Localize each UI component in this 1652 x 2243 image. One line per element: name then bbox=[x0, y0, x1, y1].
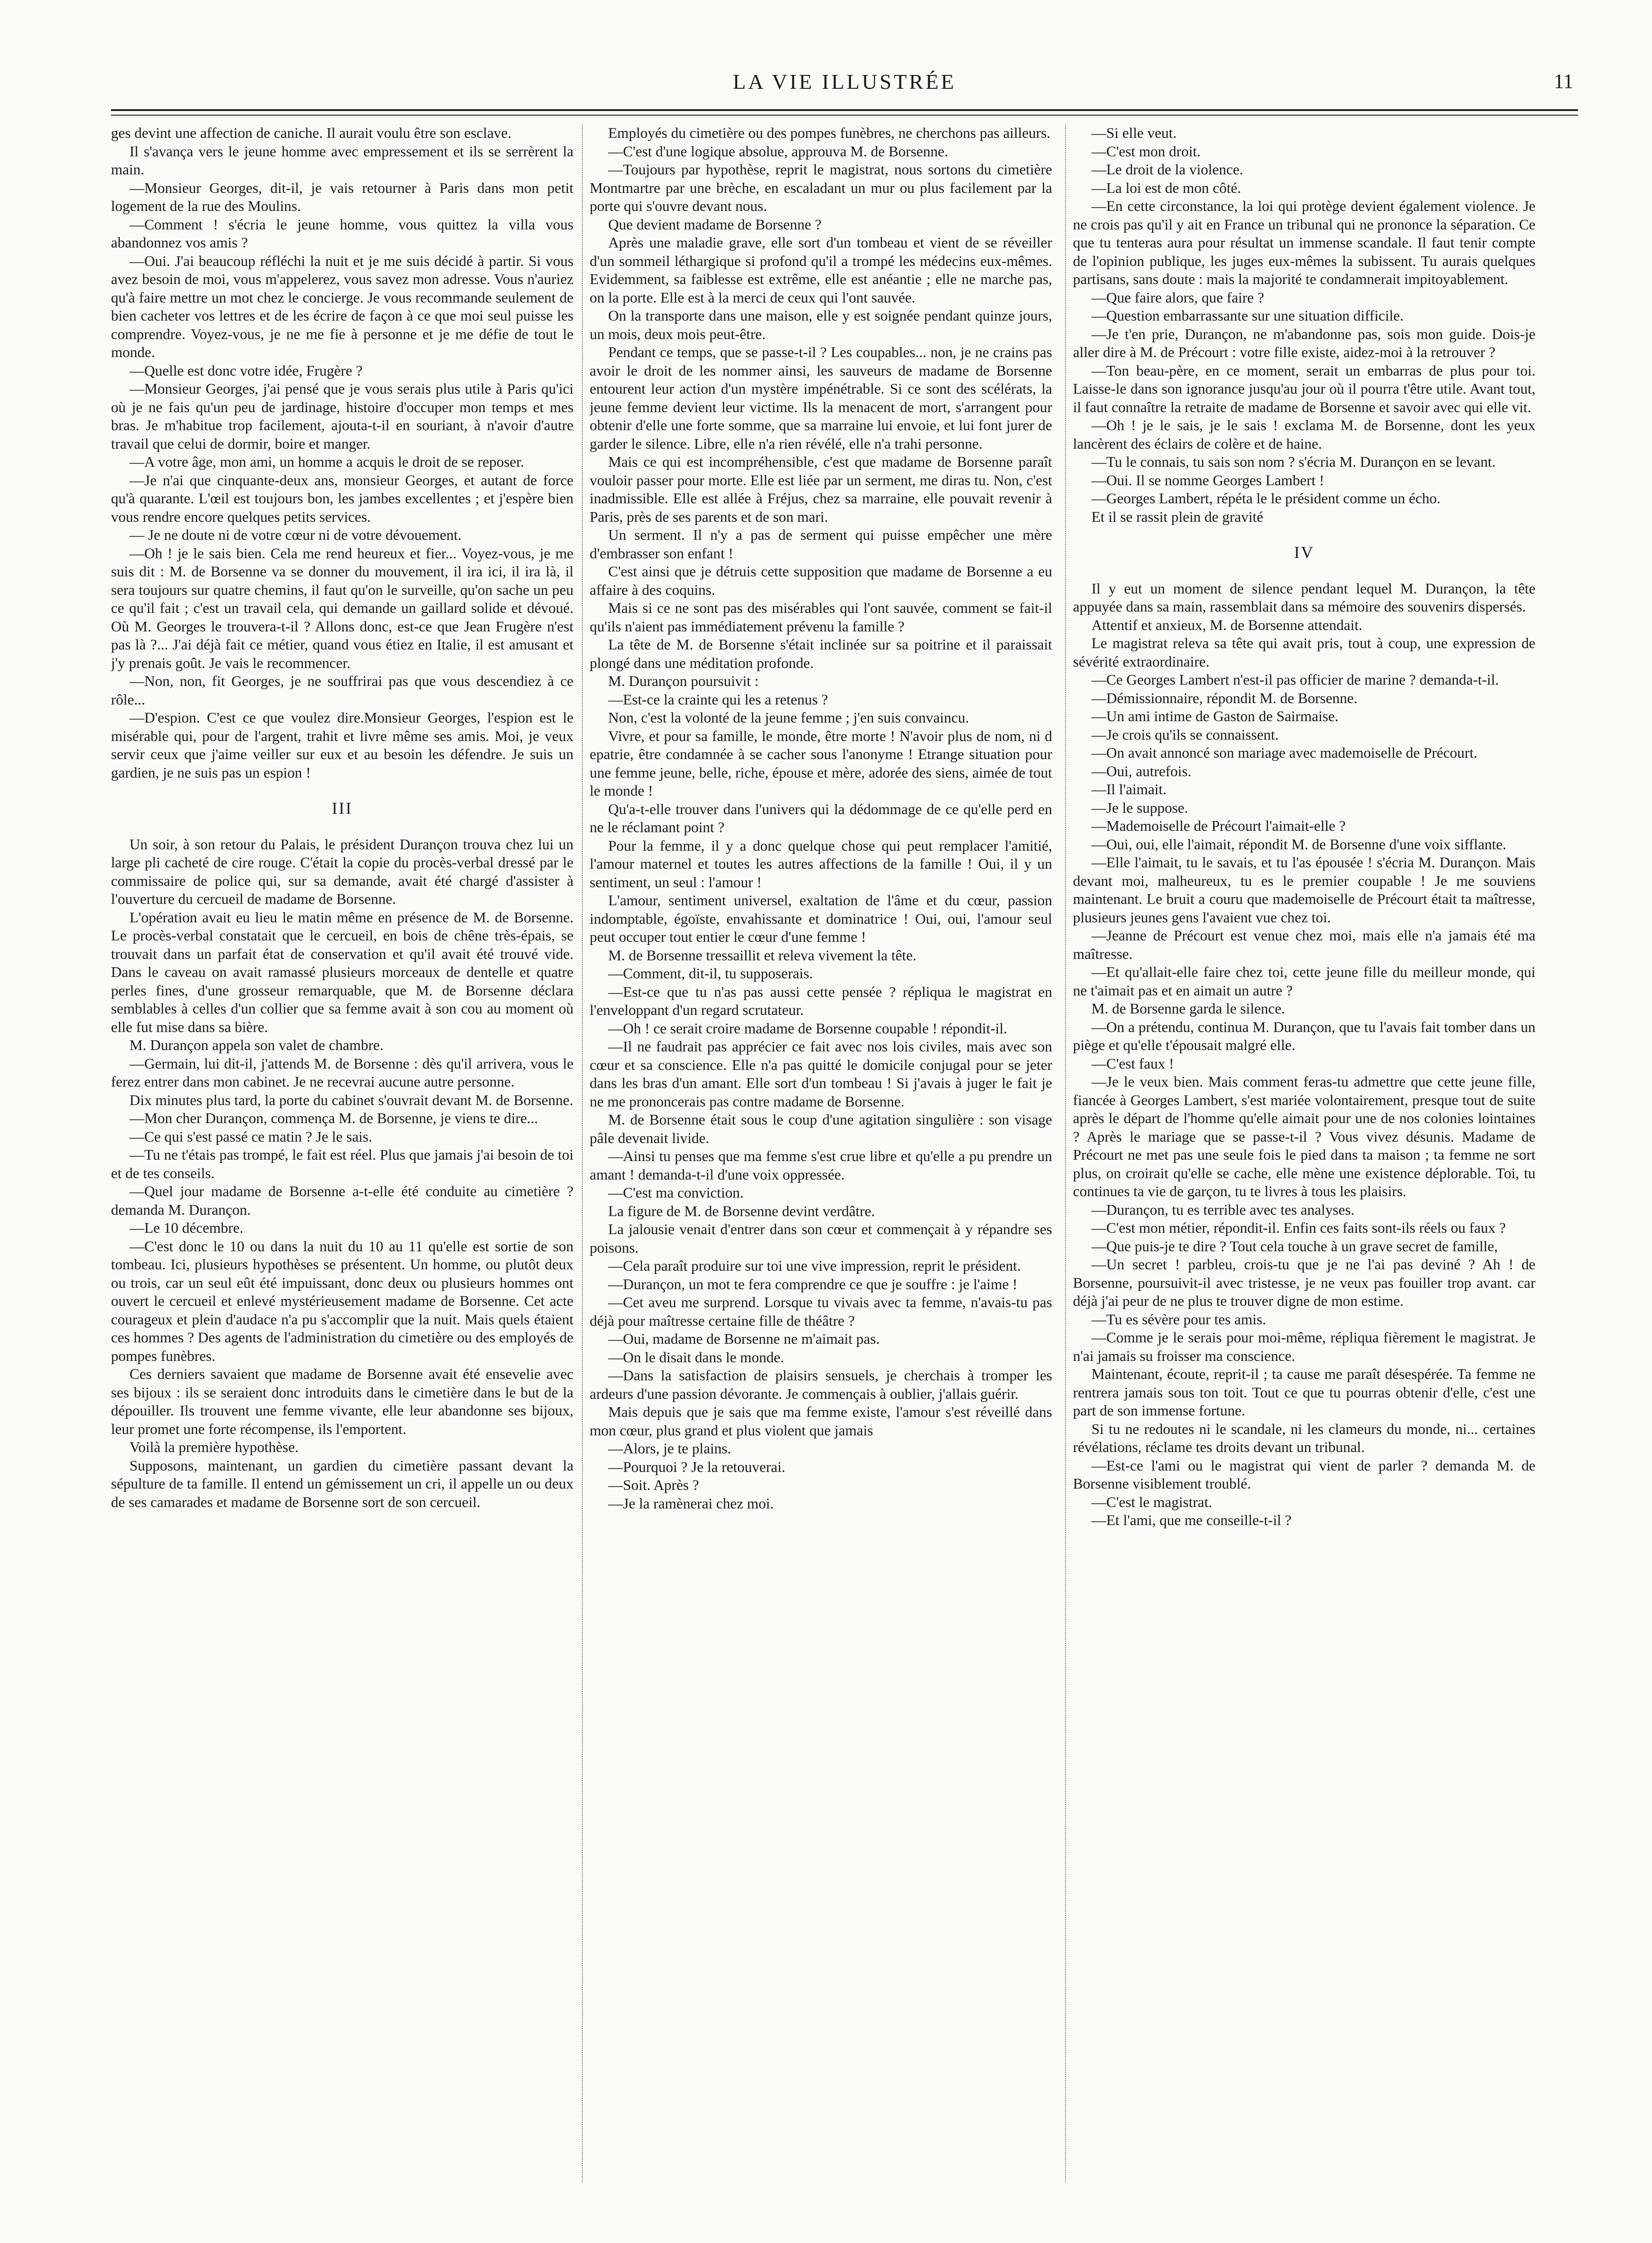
paragraph: —Monsieur Georges, dit-il, je vais retourner à Paris dans mon petit logement de la rue des Moulins. bbox=[111, 179, 573, 214]
paragraph: —Est-ce que tu n'as pas aussi cette pensée ? répliqua le magistrat en l'enveloppant d'un regard scrutateur. bbox=[590, 983, 1052, 1018]
text-column-1 bbox=[111, 124, 573, 2182]
paragraph: —Comme je le serais pour moi-même, répliqua fièrement le magistrat. Je n'ai jamais su froisser ma conscience. bbox=[1073, 1329, 1535, 1364]
paragraph: —Elle l'aimait, tu le savais, et tu l'as épousée ! s'écria M. Durançon. Mais devant moi, malheureux, tu es le premier coupable ! Je me souviens maintenant. Le bruit a couru que mademoiselle de Précourt était ta maîtresse, plusieurs jeunes gens l'avaient vue chez toi. bbox=[1073, 854, 1535, 926]
paragraph: —Mon cher Durançon, commença M. de Borsenne, je viens te dire... bbox=[129, 1110, 538, 1126]
paragraph: —Oui. J'ai beaucoup réfléchi la nuit et je me suis décidé à partir. Si vous avez besoin de moi, vous m'appelerez, vous savez mon adresse. Vous n'auriez qu'à faire mettre un mot chez le concierge. Je vous recommande seulement de bien cacheter vos lettres et de les écrire de façon à ce que moi seul puisse les comprendre. Voyez-vous, je ne me fie à personne et je me défie de tout le monde. bbox=[111, 252, 573, 360]
paragraph: On la transporte dans une maison, elle y est soignée pendant quinze jours, un mois, deux mois peut-être. bbox=[590, 307, 1052, 342]
paragraph: C'est ainsi que je détruis cette supposition que madame de Borsenne a eu affaire à des coquins. bbox=[590, 563, 1052, 598]
paragraph: —Oh ! je le sais, je le sais ! exclama M. de Borsenne, dont les yeux lancèrent des éclairs de colère et de haine. bbox=[1073, 417, 1535, 452]
paragraph: —Le 10 décembre. bbox=[129, 1219, 244, 1236]
paragraph: Dix minutes plus tard, la porte du cabinet s'ouvrait devant M. de Borsenne. bbox=[129, 1091, 573, 1108]
text-column-3 bbox=[1073, 124, 1535, 2182]
paragraph: —Ce Georges Lambert n'est-il pas officier de marine ? demanda-t-il. bbox=[1091, 671, 1499, 688]
paragraph: Le magistrat releva sa tête qui avait pris, tout à coup, une expression de sévérité extraordinaire. bbox=[1073, 635, 1535, 670]
paragraph: Que devient madame de Borsenne ? bbox=[608, 216, 822, 233]
paragraph: —Que faire alors, que faire ? bbox=[1091, 289, 1264, 306]
paragraph: —En cette circonstance, la loi qui protège devient également violence. Je ne crois pas qu'il y ait en France un tribunal qui ne prononce la séparation. Ce que tu tenteras aura pour résultat un immense scandale. Il faut tenir compte de l'opinion publique, les juges eux-mêmes la subissent. Tu aurais quelques partisans, sans doute : mais la majorité te condamnerait impitoyablement. bbox=[1073, 198, 1535, 287]
paragraph: Il y eut un moment de silence pendant lequel M. Durançon, la tête appuyée dans sa main, rassemblait dans sa mémoire des souvenirs dispersés. bbox=[1073, 580, 1535, 615]
paragraph: —Et l'ami, que me conseille-t-il ? bbox=[1091, 1512, 1292, 1528]
paragraph: —On a prétendu, continua M. Durançon, que tu l'avais fait tomber dans un piège et qu'elle t'épousait malgré elle. bbox=[1073, 1018, 1535, 1053]
paragraph: —Jeanne de Précourt est venue chez moi, mais elle n'a jamais été ma maîtresse. bbox=[1073, 927, 1535, 962]
paragraph: —La loi est de mon côté. bbox=[1091, 179, 1241, 196]
paragraph: M. Durançon poursuivit : bbox=[608, 673, 759, 689]
paragraph: —Cet aveu me surprend. Lorsque tu vivais avec ta femme, n'avais-tu pas déjà pour maîtresse certaine fille de théâtre ? bbox=[590, 1294, 1052, 1329]
paragraph: —Oh ! je le sais bien. Cela me rend heureux et fier... Voyez-vous, je me suis dit : M. de Borsenne va se donner du mouvement, il ira ici, il ira là, il sera toujours sur quatre chemins, il faut qu'on le surveille, qu'on sache un peu ce qu'il fait ; c'est un travail cela, qui demande un gaillard solide et dévoué. Où M. Georges le trouvera-t-il ? Allons donc, est-ce que Jean Frugère n'est pas là ?... J'ai déjà fait ce métier, quand vous étiez en Italie, il est amusant et j'y prenais goût. Je vais le recommencer. bbox=[111, 544, 573, 671]
paragraph: Un soir, à son retour du Palais, le président Durançon trouva chez lui un large pli cacheté de cire rouge. C'était la copie du procès-verbal dressé par le commissaire de police qui, sur sa demande, avait été chargé d'assister à l'ouverture du cercueil de madame de Borsenne. bbox=[111, 835, 573, 907]
text-column-2 bbox=[590, 124, 1052, 2182]
paragraph: Non, c'est la volonté de la jeune femme ; j'en suis convaincu. bbox=[608, 709, 969, 726]
paragraph: —Il ne faudrait pas apprécier ce fait avec nos lois civiles, mais avec son cœur et sa conscience. Elle n'a pas quitté le domicile conjugal pour se jeter dans les bras d'un amant. Elle sort d'un tombeau ! Si j'avais à juger le fait je ne me prononcerais pas contre madame de Borsenne. bbox=[590, 1038, 1052, 1110]
paragraph: ges devint une affection de caniche. Il aurait voulu être son esclave. bbox=[111, 124, 512, 141]
paragraph: —Tu le connais, tu sais son nom ? s'écria M. Durançon en se levant. bbox=[1091, 453, 1496, 470]
paragraph: Qu'a-t-elle trouver dans l'univers qui la dédommage de ce qu'elle perd en ne le réclamant point ? bbox=[590, 800, 1052, 835]
paragraph: Voilà la première hypothèse. bbox=[129, 1439, 299, 1455]
paragraph: Si tu ne redoutes ni le scandale, ni les clameurs du monde, ni... certaines révélations, réclame tes droits devant un tribunal. bbox=[1073, 1420, 1535, 1455]
paragraph: —D'espion. C'est ce que voulez dire.Monsieur Georges, l'espion est le misérable qui, pour de l'argent, trahit et livre même ses amis. Moi, je veux servir ceux que j'aime veiller sur eux et au besoin les défendre. Je suis un gardien, je ne suis pas un espion ! bbox=[111, 709, 573, 781]
paragraph: —Ce qui s'est passé ce matin ? Je le sais. bbox=[129, 1128, 372, 1145]
paragraph: —Il l'aimait. bbox=[1091, 781, 1167, 797]
paragraph: —Monsieur Georges, j'ai pensé que je vous serais plus utile à Paris qu'ici où je ne fais qu'un peu de jardinage, histoire d'occuper mon temps et mes bras. Je m'habitue trop facilement, ajouta-t-il en souriant, à n'avoir d'autre travail que celui de dormir, boire et manger. bbox=[111, 380, 573, 452]
paragraph: Mais depuis que je sais que ma femme existe, l'amour s'est réveillé dans mon cœur, plus grand et plus violent que jamais bbox=[590, 1403, 1052, 1439]
chapter-heading: III bbox=[332, 799, 353, 817]
paragraph: Pour la femme, il y a donc quelque chose qui peut remplacer l'amitié, l'amour maternel et toutes les autres affections de la famille ! Oui, il y un sentiment, un seul : l'amour ! bbox=[590, 837, 1052, 890]
paragraph: Ces derniers savaient que madame de Borsenne avait été ensevelie avec ses bijoux : ils se seraient donc introduits dans le cimetière dans le but de la dépouiller. Ils trouvent une femme vivante, elle leur abandonne ses bijoux, leur promet une forte récompense, ils l'emportent. bbox=[111, 1366, 573, 1437]
paragraph: Après une maladie grave, elle sort d'un tombeau et vient de se réveiller d'un sommeil léthargique si profond qu'il a trompé les médecins eux-mêmes. Evidemment, sa faiblesse est extrême, elle est anéantie ; elle ne marche pas, on la porte. Elle est à la merci de ceux qui l'ont sauvée. bbox=[590, 234, 1052, 306]
paragraph: La jalousie venait d'entrer dans son cœur et commençait à y répandre ses poisons. bbox=[590, 1221, 1052, 1256]
paragraph: —Que puis-je te dire ? Tout cela touche à un grave secret de famille, bbox=[1091, 1237, 1498, 1254]
paragraph: La tête de M. de Borsenne s'était inclinée sur sa poitrine et il paraissait plongé dans une méditation profonde. bbox=[590, 636, 1052, 671]
paragraph: —Comment ! s'écria le jeune homme, vous quittez la villa vous abandonnez vos amis ? bbox=[111, 216, 573, 251]
chapter-heading: IV bbox=[1294, 543, 1314, 562]
paragraph: —On avait annoncé son mariage avec mademoiselle de Précourt. bbox=[1091, 744, 1478, 761]
paragraph: —Et qu'allait-elle faire chez toi, cette jeune fille du meilleur monde, qui ne t'aimait pas et en aimait un autre ? bbox=[1073, 964, 1535, 999]
paragraph: —Oui, autrefois. bbox=[1091, 762, 1191, 779]
paragraph: Et il se rassit plein de gravité bbox=[1091, 508, 1264, 525]
paragraph: —Je t'en prie, Durançon, ne m'abandonne pas, sois mon guide. Dois-je aller dire à M. de Précourt : votre fille existe, aidez-moi à la retrouver ? bbox=[1073, 325, 1535, 360]
paragraph: —Quelle est donc votre idée, Frugère ? bbox=[129, 362, 363, 379]
paragraph: Pendant ce temps, que se passe-t-il ? Les coupables... non, je ne crains pas avoir le droit de les nommer ainsi, les sauveurs de madame de Borsenne entourent leur action d'un mystère impénétrable. Si ce sont des scélérats, la jeune femme devient leur victime. Ils la menacent de mort, s'arrangent pour obtenir d'elle une forte somme, que sa marraine lui envoie, et lui font jurer de garder le silence. Libre, elle n'a rien révélé, elle n'a trahi personne. bbox=[590, 344, 1052, 452]
paragraph: —Oh ! ce serait croire madame de Borsenne coupable ! répondit-il. bbox=[608, 1020, 1007, 1037]
paragraph: —Un secret ! parbleu, crois-tu que je ne l'ai pas deviné ? Ah ! de Borsenne, poursuivit-il avec tristesse, je ne veux pas fouiller trop avant. car déjà j'ai peur de ne plus te trouver digne de mon estime. bbox=[1073, 1256, 1535, 1309]
paragraph: M. Durançon appela son valet de chambre. bbox=[129, 1037, 384, 1053]
paragraph: —Ton beau-père, en ce moment, serait un embarras de plus pour toi. Laisse-le dans son ignorance jusqu'au jour où il pourra t'être utile. Avant tout, il faut connaître la retraite de madame de Borsenne et savoir avec qui elle vit. bbox=[1073, 362, 1535, 415]
paragraph: L'opération avait eu lieu le matin même en présence de M. de Borsenne. Le procès-verbal constatait que le cercueil, en bois de chêne très-épais, se trouvait dans un parfait état de conservation et qu'il avait été trouvé vide. Dans le caveau on avait ramassé plusieurs morceaux de dentelle et quatre perles fines, d'une grosseur remarquable, que M. de Borsenne déclara semblables à celles d'un collier que sa femme avait à son cou au moment où elle fut mise dans sa bière. bbox=[111, 908, 573, 1035]
paragraph: Mais si ce ne sont pas des misérables qui l'ont sauvée, comment se fait-il qu'ils n'aient pas immédiatement prévenu la famille ? bbox=[590, 599, 1052, 635]
paragraph: —C'est ma conviction. bbox=[608, 1184, 744, 1201]
paragraph: —Est-ce la crainte qui les a retenus ? bbox=[608, 691, 828, 708]
paragraph: —C'est mon droit. bbox=[1091, 142, 1201, 160]
paragraph: Maintenant, écoute, reprit-il ; ta cause me paraît désespérée. Ta femme ne rentrera jamais sous ton toit. Tout ce que tu pourras obtenir d'elle, c'est une part de son immense fortune. bbox=[1073, 1366, 1535, 1419]
paragraph: —Je le suppose. bbox=[1091, 799, 1188, 816]
paragraph: —Comment, dit-il, tu supposerais. bbox=[608, 965, 813, 982]
paragraph: Employés du cimetière ou des pompes funèbres, ne cherchons pas ailleurs. bbox=[608, 124, 1051, 141]
page-number: 11 bbox=[1553, 70, 1573, 93]
paragraph: M. de Borsenne était sous le coup d'une agitation singulière : son visage pâle devenait livide. bbox=[590, 1111, 1052, 1146]
paragraph: —C'est donc le 10 ou dans la nuit du 10 au 11 qu'elle est sortie de son tombeau. Ici, plusieurs hypothèses se présentent. Un homme, ou plutôt deux ou trois, car un seul eût été impuissant, donc deux ou plusieurs hommes ont ouvert le cercueil et enlevé mystérieusement madame de Borsenne. Cet acte courageux et plein d'audace n'a pu s'accomplir que la nuit. Mais quels étaient ces hommes ? Des agents de l'administration du cimetière ou des employés de pompes funèbres. bbox=[111, 1237, 573, 1364]
paragraph: —Oui. Il se nomme Georges Lambert ! bbox=[1091, 471, 1325, 488]
paragraph: —Dans la satisfaction de plaisirs sensuels, je cherchais à tromper les ardeurs d'une passion dévorante. Je commençais à oublier, j'allais guérir. bbox=[590, 1367, 1052, 1402]
paragraph: —Ainsi tu penses que ma femme s'est crue libre et qu'elle a pu prendre un amant ! demanda-t-il d'une voix oppressée. bbox=[590, 1148, 1052, 1183]
paragraph: —Tu es sévère pour tes amis. bbox=[1091, 1310, 1266, 1328]
paragraph: —Démissionnaire, répondit M. de Borsenne. bbox=[1091, 689, 1357, 706]
paragraph: Il s'avança vers le jeune homme avec empressement et ils se serrèrent la main. bbox=[111, 142, 573, 178]
paragraph: —Un ami intime de Gaston de Sairmaise. bbox=[1091, 708, 1339, 724]
header-rule-thin bbox=[111, 115, 1578, 116]
paragraph: —Je crois qu'ils se connaissent. bbox=[1091, 726, 1279, 743]
paragraph: M. de Borsenne tressaillit et releva vivement la tête. bbox=[608, 946, 917, 964]
column-separator bbox=[582, 124, 583, 2182]
paragraph: —Tu ne t'étais pas trompé, le fait est réel. Plus que jamais j'ai besoin de toi et de tes conseils. bbox=[111, 1146, 573, 1181]
paragraph: —C'est d'une logique absolue, approuva M. de Borsenne. bbox=[608, 142, 948, 160]
paragraph: M. de Borsenne garda le silence. bbox=[1091, 1000, 1285, 1017]
journal-title: LA VIE ILLUSTRÉE bbox=[733, 70, 956, 93]
paragraph: —Pourquoi ? Je la retouverai. bbox=[608, 1458, 785, 1475]
paragraph: —Cela paraît produire sur toi une vive impression, reprit le président. bbox=[608, 1257, 1021, 1274]
paragraph: —Le droit de la violence. bbox=[1091, 161, 1243, 178]
paragraph: —C'est mon métier, répondit-il. Enfin ces faits sont-ils réels ou faux ? bbox=[1091, 1219, 1506, 1236]
paragraph: —Question embarrassante sur une situation difficile. bbox=[1091, 307, 1404, 324]
paragraph: —C'est faux ! bbox=[1091, 1055, 1174, 1072]
paragraph: Mais ce qui est incompréhensible, c'est que madame de Borsenne paraît vouloir passer pour morte. Elle est liée par un serment, me diras tu. Non, c'est inadmissible. Elle est allée à Fréjus, chez sa marraine, elle pouvait revenir à Paris, près de ses parents et de son mari. bbox=[590, 453, 1052, 525]
paragraph: —On le disait dans le monde. bbox=[608, 1348, 784, 1366]
column-separator bbox=[1065, 124, 1066, 2182]
paragraph: —Quel jour madame de Borsenne a-t-elle été conduite au cimetière ? demanda M. Durançon. bbox=[111, 1183, 573, 1218]
paragraph: Supposons, maintenant, un gardien du cimetière passant devant la sépulture de ta famille. Il entend un gémissement un cri, il appelle un ou deux de ses camarades et madame de Borsenne sort de son cercueil. bbox=[111, 1457, 573, 1510]
paragraph: —Alors, je te plains. bbox=[608, 1440, 731, 1457]
paragraph: — Je ne doute ni de votre cœur ni de votre dévouement. bbox=[129, 526, 462, 543]
paragraph: —Est-ce l'ami ou le magistrat qui vient de parler ? demanda M. de Borsenne visiblement troublé. bbox=[1073, 1457, 1535, 1492]
paragraph: —Si elle veut. bbox=[1091, 124, 1177, 141]
paragraph: L'amour, sentiment universel, exaltation de l'âme et du cœur, passion indomptable, égoïste, envahissante et dominatrice ! Oui, oui, l'amour seul peut occuper tout entier le cœur d'une femme ! bbox=[590, 892, 1052, 945]
paragraph: —Durançon, un mot te fera comprendre ce que je souffre : je l'aime ! bbox=[608, 1275, 1017, 1292]
page-header bbox=[111, 69, 1578, 106]
paragraph: —Georges Lambert, répéta le le président comme un écho. bbox=[1091, 490, 1441, 507]
paragraph: —C'est le magistrat. bbox=[1091, 1493, 1212, 1510]
paragraph: —Je le veux bien. Mais comment feras-tu admettre que cette jeune fille, fiancée à Georges Lambert, s'est mariée volontairement, presque tout de suite après le départ de l'homme qu'elle aimait pour une de nos colonies lointaines ? Après le mariage que se passe-t-il ? Vous vivez désunis. Madame de Précourt ne met pas une seule fois le pied dans ta maison ; ta femme ne sort plus, on croirait qu'elle se cache, elle mène une existence déplorable. Toi, tu continues ta vie de garçon, tu te livres à tous les plaisirs. bbox=[1073, 1073, 1535, 1199]
paragraph: —Je n'ai que cinquante-deux ans, monsieur Georges, et autant de force qu'à quarante. L'œil est toujours bon, les jambes excellentes ; et j'espère bien vous rendre encore quelques petits services. bbox=[111, 471, 573, 525]
paragraph: —Non, non, fit Georges, je ne souffrirai pas que vous descendiez à ce rôle... bbox=[111, 673, 573, 708]
paragraph: —Je la ramènerai chez moi. bbox=[608, 1495, 774, 1512]
paragraph: —Soit. Après ? bbox=[608, 1477, 699, 1493]
paragraph: —Mademoiselle de Précourt l'aimait-elle ? bbox=[1091, 817, 1346, 834]
paragraph: La figure de M. de Borsenne devint verdâtre. bbox=[608, 1202, 875, 1219]
header-rule bbox=[111, 109, 1578, 111]
paragraph: —Oui, oui, elle l'aimait, répondit M. de Borsenne d'une voix sifflante. bbox=[1091, 835, 1506, 853]
paragraph: —Oui, madame de Borsenne ne m'aimait pas. bbox=[608, 1330, 880, 1347]
paragraph: Vivre, et pour sa famille, le monde, être morte ! N'avoir plus de nom, ni d epatrie, être condamnée à se cacher sous l'anonyme ! Etrange situation pour une femme jeune, belle, riche, épouse et mère, adorée des siens, aimée de tout le monde ! bbox=[590, 727, 1052, 799]
paragraph: —Germain, lui dit-il, j'attends M. de Borsenne : dès qu'il arrivera, vous le ferez entrer dans mon cabinet. Je ne recevrai aucune autre personne. bbox=[111, 1055, 573, 1090]
paragraph: —Durançon, tu es terrible avec tes analyses. bbox=[1091, 1201, 1355, 1218]
paragraph: —Toujours par hypothèse, reprit le magistrat, nous sortons du cimetière Montmartre par une brèche, en escaladant un mur ou plus facilement par la porte qui s'ouvre devant nous. bbox=[590, 161, 1052, 214]
paragraph: —A votre âge, mon ami, un homme a acquis le droit de se reposer. bbox=[129, 453, 524, 470]
paragraph: Attentif et anxieux, M. de Borsenne attendait. bbox=[1091, 616, 1362, 633]
paragraph: Un serment. Il n'y a pas de serment qui puisse empêcher une mère d'embrasser son enfant ! bbox=[590, 526, 1052, 562]
